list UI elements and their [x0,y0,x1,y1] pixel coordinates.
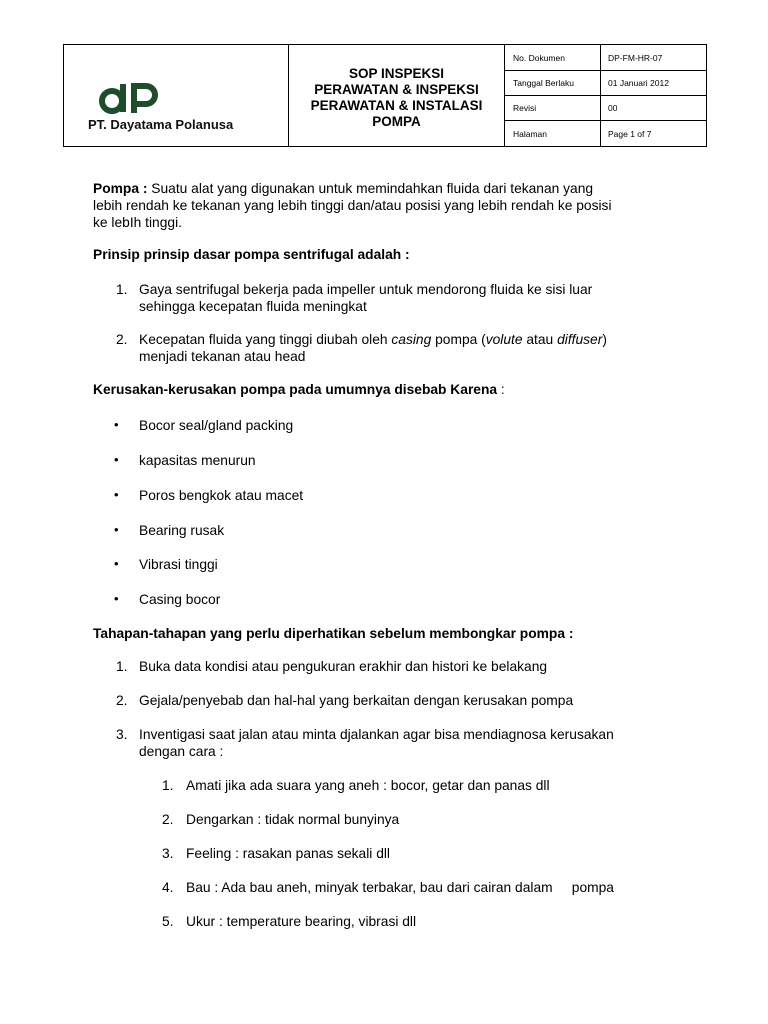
list-item-text: Inventigasi saat jalan atau minta djalankan agar bisa mendiagnosa kerusakan [139,727,614,742]
meta-value: 00 [608,103,618,113]
meta-label: No. Dokumen [505,45,601,70]
list-item-text: dengan cara : [139,744,224,759]
sublist-number: 1. [162,778,174,793]
definition-line: ke lebIh tinggi. [93,215,182,230]
step-item: Buka data kondisi atau pengukuran erakhir dan histori ke belakang [139,659,548,674]
damage-item: Poros bengkok atau macet [139,488,304,503]
definition-line [93,180,693,197]
text-run: ) [602,332,607,347]
damage-item: kapasitas menurun [139,453,256,468]
document-meta-table [505,45,706,146]
sublist-item: Bau : Ada bau aneh, minyak terbakar, bau dari cairan dalam pompa [186,880,614,895]
step-item [139,726,614,760]
title-line: PERAWATAN & INSTALASI [310,97,483,113]
bullet-icon: • [114,591,119,606]
document-title [289,45,505,146]
logo-cell [64,45,289,146]
sublist-item: Feeling : rasakan panas sekali dll [186,846,391,861]
list-number: 1. [116,282,128,297]
damage-heading [93,382,505,397]
text-run-italic: casing [391,332,432,347]
definition-text: Suatu alat yang digunakan untuk memindahkan fluida dari tekanan yang [147,181,594,196]
sublist-number: 4. [162,880,174,895]
list-number: 2. [116,332,128,347]
meta-row-page [505,120,706,146]
meta-label: Tanggal Berlaku [505,71,601,95]
text-run: pompa ( [431,332,486,347]
principle-item-1 [139,281,592,315]
damage-item: Bearing rusak [139,523,225,538]
meta-row-effective-date [505,70,706,95]
damage-item: Bocor seal/gland packing [139,418,294,433]
list-number: 3. [116,727,128,742]
meta-value: 01 Januari 2012 [608,78,669,88]
list-item-text [139,331,607,348]
title-line: PERAWATAN & INSPEKSI [314,81,479,97]
meta-row-document-number [505,45,706,70]
steps-heading: Tahapan-tahapan yang perlu diperhatikan sebelum membongkar pompa : [93,626,574,641]
sublist-item: Dengarkan : tidak normal bunyinya [186,812,400,827]
list-item-text: menjadi tekanan atau head [139,349,306,364]
meta-label: Halaman [505,121,601,146]
list-number: 2. [116,693,128,708]
sublist-number: 5. [162,914,174,929]
bullet-icon: • [114,452,119,467]
heading-text: Kerusakan-kerusakan pompa pada umumnya disebab Karena [93,382,498,397]
heading-suffix: : [497,382,505,397]
bullet-icon: • [114,556,119,571]
sublist-number: 2. [162,812,174,827]
text-run-italic: volute [485,332,523,347]
list-item-text: sehingga kecepatan fluida meningkat [139,299,367,314]
principle-item-2 [139,331,607,365]
text-run-italic: diffuser [557,332,603,347]
sublist-number: 3. [162,846,174,861]
definition-line: lebih rendah ke tekanan yang lebih tinggi dan/atau posisi yang lebih rendah ke posisi [93,198,612,213]
meta-value: DP-FM-HR-07 [608,52,663,63]
company-name: PT. Dayatama Polanusa [88,117,234,132]
bullet-icon: • [114,522,119,537]
title-line: SOP INSPEKSI [348,65,445,81]
document-header [63,44,707,147]
bullet-icon: • [114,417,119,432]
definition-paragraph [93,180,693,231]
list-number: 1. [116,659,128,674]
company-logo [98,81,160,115]
bullet-icon: • [114,487,119,502]
meta-label: Revisi [505,96,601,120]
meta-value: Page 1 of 7 [608,128,652,139]
title-line: POMPA [372,113,421,129]
meta-row-revision [505,95,706,120]
sublist-item: Ukur : temperature bearing, vibrasi dll [186,914,417,929]
sublist-item: Amati jika ada suara yang aneh : bocor, getar dan panas dll [186,778,550,793]
text-run: atau [522,332,558,347]
damage-item: Casing bocor [139,592,221,607]
step-item: Gejala/penyebab dan hal-hal yang berkaitan dengan kerusakan pompa [139,693,574,708]
list-item-text: Gaya sentrifugal bekerja pada impeller untuk mendorong fluida ke sisi luar [139,282,593,297]
definition-term: Pompa : [93,181,148,196]
damage-item: Vibrasi tinggi [139,557,218,572]
text-run: Kecepatan fluida yang tinggi diubah oleh [139,332,392,347]
principles-heading: Prinsip prinsip dasar pompa sentrifugal adalah : [93,247,410,262]
